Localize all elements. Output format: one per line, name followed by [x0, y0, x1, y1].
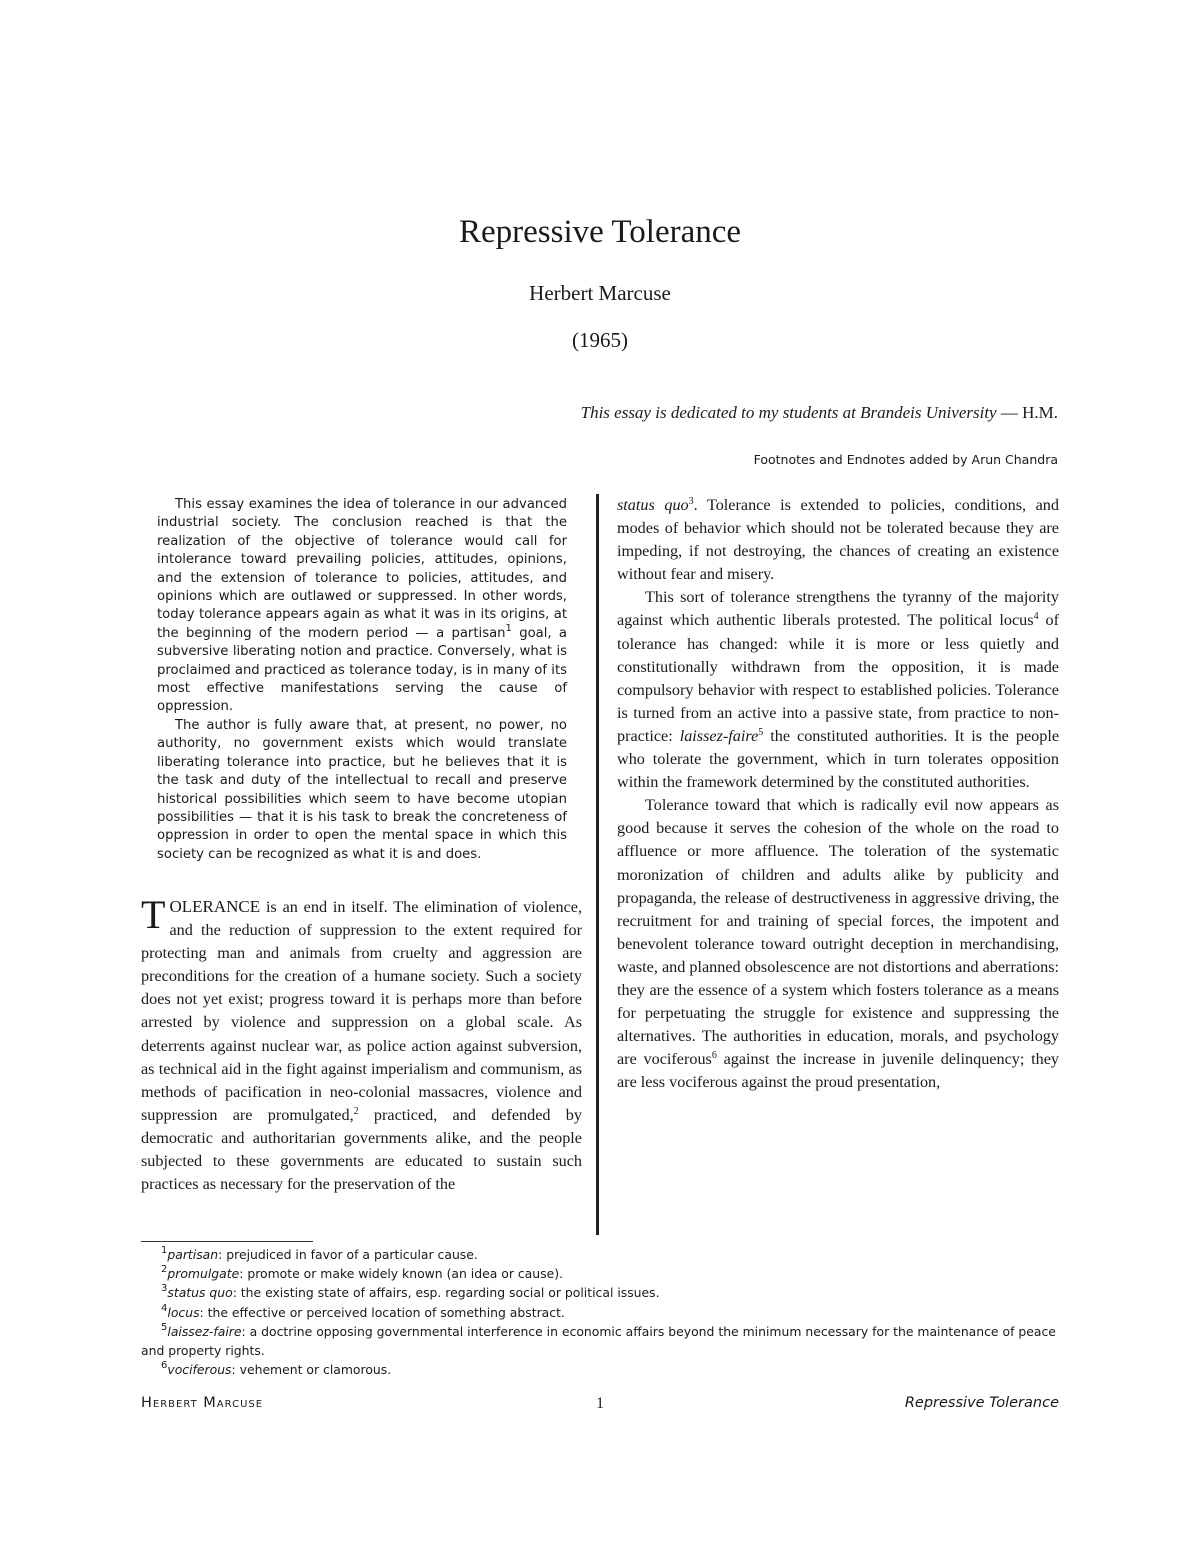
footnote-ref-3[interactable]: 3 [688, 496, 694, 507]
publication-year: (1965) [572, 328, 628, 352]
dedication-text: This essay is dedicated to my students at Brandeis University [580, 403, 997, 422]
abstract-paragraph-1 [157, 496, 567, 717]
footnote-number: 6 [161, 1360, 168, 1372]
body-paragraph-1-end [617, 494, 1059, 586]
abstract-paragraph-2: The author is fully aware that, at present, no power, no authority, no government exists which would translate liberating tolerance into practice, but he believes that it is the task and duty of the intellectual to recall and preserve historical possibilities which seem to have become utopian possibilities — that it is his task to break the concreteness of oppression in order to open the mental space in which this society can be recognized as what it is and does. [157, 717, 567, 862]
dedication-signature: — H.M. [996, 403, 1058, 422]
footnote-term: vociferous [167, 1362, 232, 1378]
footnote-6 [141, 1360, 1059, 1379]
body-p3-text-b: against the increase in juvenile delinquency; they are less vociferous against the proud presentation, [617, 1050, 1059, 1092]
footnotes [141, 1245, 1059, 1379]
footer-author: Herbert Marcuse [141, 1395, 264, 1411]
footnote-ref-6[interactable]: 6 [711, 1050, 717, 1062]
footnote-5 [141, 1322, 1059, 1360]
footnote-number: 3 [161, 1283, 168, 1295]
body-p2-text-b: of tolerance has changed: while it is more or less quietly and constitutionally withdrawn from the opposition, it is made compulsory behavior with respect to established policies. Tolerance is turned from an active into a passive state, from practice to non-practice: [617, 611, 1060, 745]
footnote-number: 1 [161, 1245, 168, 1256]
smallcaps-lead: OLERANCE [169, 897, 261, 916]
footnote-number: 2 [161, 1264, 168, 1276]
footnote-ref-1[interactable]: 1 [505, 622, 512, 634]
dedication [581, 400, 1058, 426]
footnote-ref-4[interactable]: 4 [1033, 611, 1039, 623]
footnote-number: 4 [161, 1302, 168, 1314]
footnote-4 [141, 1303, 1059, 1322]
footnote-term: status quo [167, 1285, 233, 1301]
body-p3-text-a: Tolerance toward that which is radically evil now appears as good because it serves the cohesion of the whole on the road to affluence or more affluence. The toleration of the systematic moronization of children and adults alike by publicity and propaganda, the release of destructiveness in aggressive driving, the recruitment for and training of special forces, the impotent and benevolent tolerance toward outright deception in merchandising, waste, and planned obsolescence are not distortions and aberrations: they are the essence of a system which fosters tolerance as a means for perpetuating the struggle for existence and suppressing the alternatives. The authorities in education, morals, and psychology are vociferous [617, 796, 1059, 1069]
body-paragraph-2 [617, 586, 1059, 794]
footnote-text: : a doctrine opposing governmental interference in economic affairs beyond the minimum necessary for the maintenance of peace and property rights. [141, 1323, 1056, 1359]
drop-cap: T [141, 892, 166, 937]
footnote-3 [141, 1283, 1059, 1302]
footnote-number: 5 [161, 1321, 168, 1333]
footnote-rule [141, 1241, 313, 1242]
footnote-term: partisan [167, 1247, 219, 1262]
footnote-ref-2[interactable]: 2 [353, 1105, 359, 1117]
footnote-ref-5[interactable]: 5 [758, 726, 764, 738]
footnote-credit: Footnotes and Endnotes added by Arun Chandra [753, 452, 1058, 467]
footnote-term: locus [167, 1304, 200, 1320]
author-name: Herbert Marcuse [529, 281, 671, 305]
footnote-text: : vehement or clamorous. [231, 1362, 392, 1378]
body-paragraph-3 [617, 794, 1059, 1094]
body-column-right [617, 494, 1059, 1094]
footer-title: Repressive Tolerance [904, 1395, 1059, 1411]
footnote-text: : prejudiced in favor of a particular cause. [218, 1247, 478, 1262]
footnote-1 [141, 1245, 1059, 1264]
running-footer [141, 1395, 1059, 1419]
footnote-text: : promote or make widely known (an idea or cause). [239, 1266, 563, 1282]
body-p1-text-a: is an end in itself. The elimination of violence, and the reduction of suppression to the extent required for protecting man and animals from cruelty and aggression are preconditions for the creation of a humane society. Such a society does not yet exist; progress toward it is perhaps more than before arrested by violence and suppression on a global scale. As deterrents against nuclear war, as police action against subversion, as technical aid in the fight against imperialism and communism, as methods of pacification in neo-colonial massacres, violence and suppression are promulgated, [141, 898, 582, 1124]
page-number: 1 [596, 1395, 604, 1412]
body-p1-text-b: practiced, and defended by democratic and authoritarian governments alike, and the people subjected to these governments are educated to sustain such practices as necessary for the preservation of the [141, 1105, 582, 1194]
footnote-text: : the effective or perceived location of something abstract. [199, 1304, 565, 1320]
body-p2-text-a: This sort of tolerance strengthens the tyranny of the majority against which authentic liberals protested. The political locus [617, 588, 1059, 630]
abstract-p1-text-a: This essay examines the idea of tolerance in our advanced industrial society. The conclusion reached is that the realization of the objective of tolerance would call for intolerance toward prevailing policies, attitudes, opinions, and the extension of tolerance to policies, attitudes, and opinions which are outlawed or suppressed. In other words, today tolerance appears again as what it was in its origins, at the beginning of the modern period — a partisan [157, 497, 567, 641]
footnote-term: laissez-faire [167, 1323, 242, 1339]
body-paragraph-1-start [141, 892, 582, 1196]
footnote-text: : the existing state of affairs, esp. regarding social or political issues. [232, 1285, 660, 1301]
body-column-left [141, 892, 582, 1196]
term-laissez-faire: laissez-faire [679, 726, 759, 745]
column-divider [596, 494, 599, 1235]
body-p1-text-c: . Tolerance is extended to policies, conditions, and modes of behavior which should not be tolerated because they are impeding, if not destroying, the chances of creating an existence without fear and misery. [617, 496, 1059, 584]
body-p2-text-c: the constituted authorities. It is the people who tolerate the government, which in turn tolerates opposition within the framework determined by the constituted authorities. [617, 726, 1060, 792]
footnote-term: promulgate [167, 1266, 240, 1282]
abstract-p1-text-b: goal, a subversive liberating notion and practice. Conversely, what is proclaimed and practiced as tolerance today, is in many of its most effective manifestations serving the cause of oppression. [157, 625, 568, 715]
term-status-quo: status quo [617, 496, 689, 514]
document-title: Repressive Tolerance [458, 214, 742, 250]
abstract [157, 496, 567, 864]
footnote-2 [141, 1264, 1059, 1283]
